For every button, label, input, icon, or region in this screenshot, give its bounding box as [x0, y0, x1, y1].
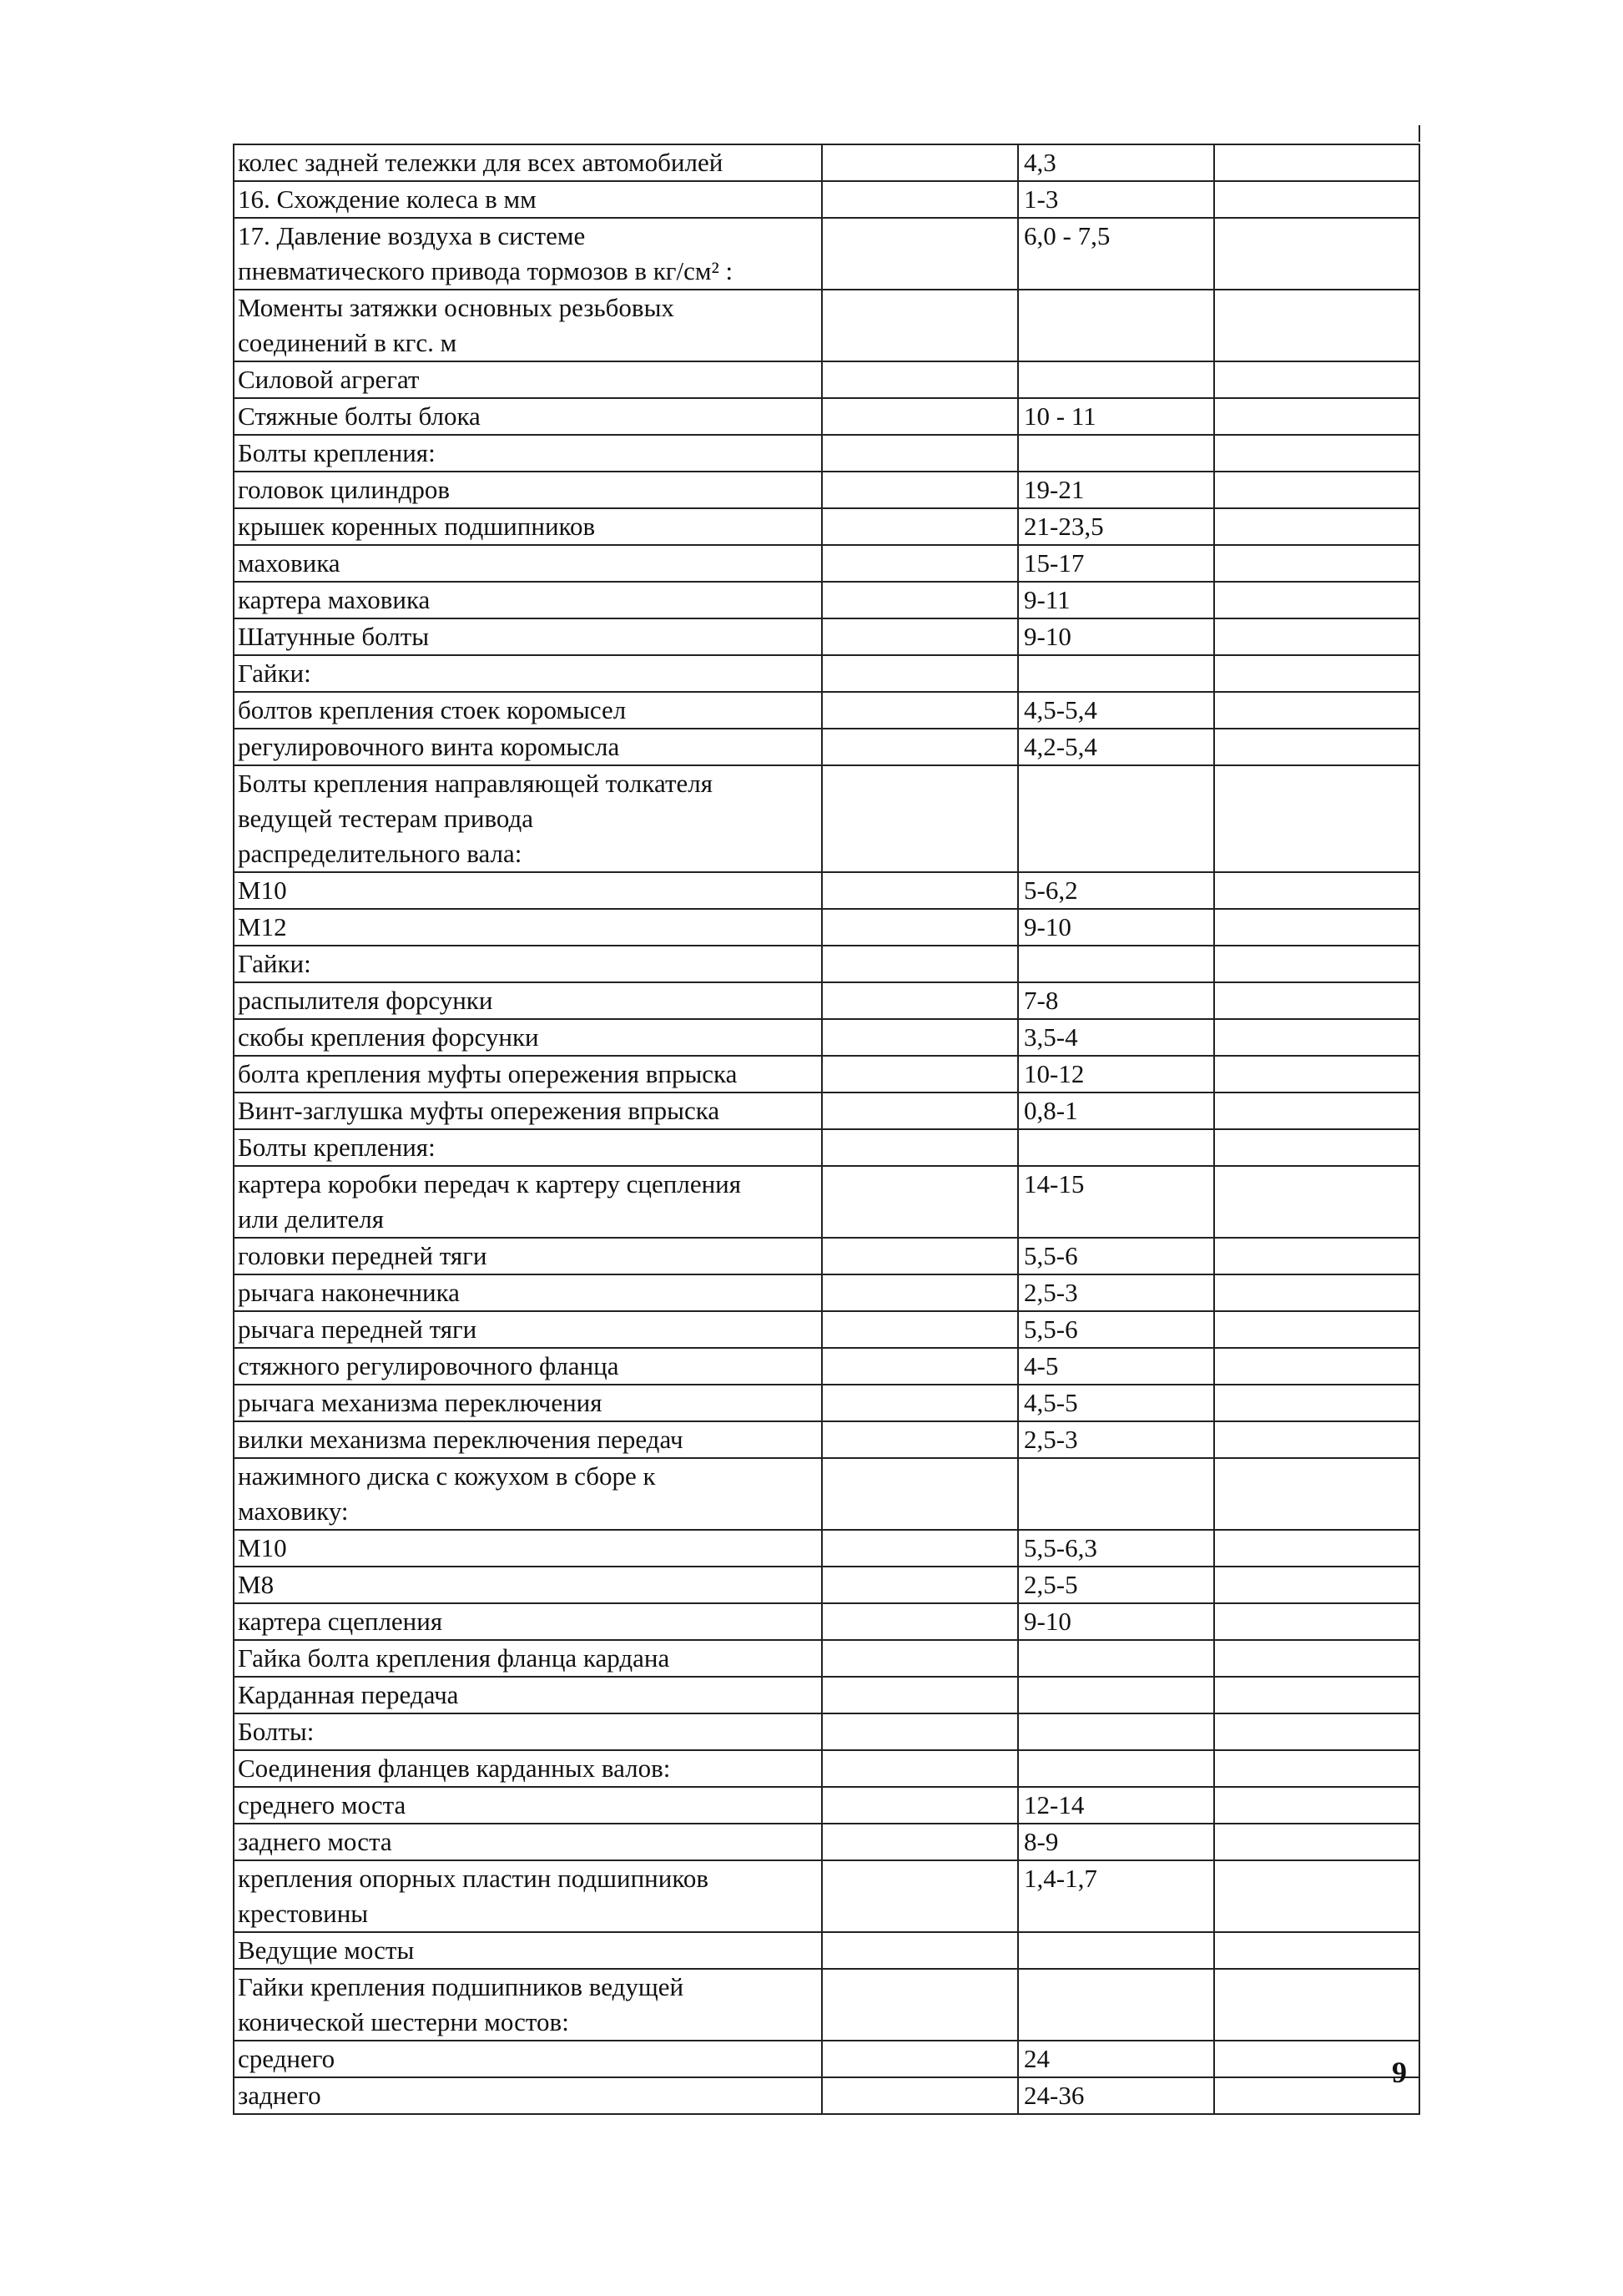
row-note-cell	[1214, 655, 1419, 692]
row-value-cell	[1018, 1750, 1214, 1787]
row-parameter-cell: Болты:	[234, 1713, 822, 1750]
row-parameter-cell: регулировочного винта коромысла	[234, 729, 822, 765]
row-value-cell	[1018, 1932, 1214, 1969]
row-parameter-cell: Шатунные болты	[234, 618, 822, 655]
row-note-cell	[1214, 545, 1419, 582]
row-value-cell: 7-8	[1018, 982, 1214, 1019]
table-row	[234, 1932, 1419, 1969]
row-parameter-cell: 17. Давление воздуха в системе пневматического привода тормозов в кг/см² :	[234, 218, 822, 290]
row-value-cell: 19-21	[1018, 472, 1214, 508]
table-row	[234, 1166, 1419, 1238]
row-value-cell	[1018, 1969, 1214, 2041]
row-empty-cell	[822, 2041, 1018, 2077]
row-note-cell	[1214, 692, 1419, 729]
row-empty-cell	[822, 2077, 1018, 2114]
row-value-cell: 2,5-3	[1018, 1274, 1214, 1311]
row-parameter-cell: заднего	[234, 2077, 822, 2114]
row-empty-cell	[822, 1640, 1018, 1677]
row-empty-cell	[822, 144, 1018, 181]
row-empty-cell	[822, 1311, 1018, 1348]
row-value-cell	[1018, 655, 1214, 692]
row-value-cell	[1018, 1640, 1214, 1677]
table-row	[234, 2041, 1419, 2077]
row-empty-cell	[822, 218, 1018, 290]
row-empty-cell	[822, 1530, 1018, 1567]
row-parameter-cell: Соединения фланцев карданных валов:	[234, 1750, 822, 1787]
row-note-cell	[1214, 1092, 1419, 1129]
row-parameter-cell: вилки механизма переключения передач	[234, 1421, 822, 1458]
row-parameter-cell: картера маховика	[234, 582, 822, 618]
row-note-cell	[1214, 508, 1419, 545]
row-parameter-cell: скобы крепления форсунки	[234, 1019, 822, 1056]
table-row	[234, 1129, 1419, 1166]
row-parameter-cell: Моменты затяжки основных резьбовых соединений в кгс. м	[234, 290, 822, 361]
table-row	[234, 1640, 1419, 1677]
row-empty-cell	[822, 1677, 1018, 1713]
row-parameter-cell: М10	[234, 872, 822, 909]
row-note-cell	[1214, 729, 1419, 765]
row-empty-cell	[822, 181, 1018, 218]
row-parameter-cell: Гайки:	[234, 946, 822, 982]
row-value-cell: 1-3	[1018, 181, 1214, 218]
row-empty-cell	[822, 1166, 1018, 1238]
row-parameter-cell: Винт-заглушка муфты опережения впрыска	[234, 1092, 822, 1129]
row-value-cell	[1018, 1458, 1214, 1530]
table-row	[234, 1348, 1419, 1385]
row-empty-cell	[822, 361, 1018, 398]
table-row	[234, 1458, 1419, 1530]
row-note-cell	[1214, 435, 1419, 472]
row-note-cell	[1214, 1385, 1419, 1421]
row-note-cell	[1214, 1311, 1419, 1348]
row-value-cell: 2,5-5	[1018, 1567, 1214, 1603]
row-parameter-cell: Болты крепления направляющей толкателя ведущей тестерам привода распределительного вала:	[234, 765, 822, 872]
row-empty-cell	[822, 1238, 1018, 1274]
row-empty-cell	[822, 946, 1018, 982]
table-row	[234, 1713, 1419, 1750]
row-empty-cell	[822, 765, 1018, 872]
row-note-cell	[1214, 1056, 1419, 1092]
row-note-cell	[1214, 1019, 1419, 1056]
row-parameter-cell: Болты крепления:	[234, 1129, 822, 1166]
row-parameter-cell: среднего моста	[234, 1787, 822, 1824]
row-note-cell	[1214, 361, 1419, 398]
row-value-cell: 15-17	[1018, 545, 1214, 582]
row-parameter-cell: М8	[234, 1567, 822, 1603]
row-note-cell	[1214, 1640, 1419, 1677]
row-empty-cell	[822, 1056, 1018, 1092]
row-parameter-cell: Гайка болта крепления фланца кардана	[234, 1640, 822, 1677]
row-note-cell	[1214, 1530, 1419, 1567]
row-parameter-cell: нажимного диска с кожухом в сборе к маховику:	[234, 1458, 822, 1530]
row-parameter-cell: крепления опорных пластин подшипников крестовины	[234, 1860, 822, 1932]
row-empty-cell	[822, 1860, 1018, 1932]
row-value-cell	[1018, 361, 1214, 398]
table-row	[234, 1530, 1419, 1567]
row-empty-cell	[822, 655, 1018, 692]
table-row	[234, 1969, 1419, 2041]
row-value-cell: 5,5-6	[1018, 1238, 1214, 1274]
row-empty-cell	[822, 1603, 1018, 1640]
row-note-cell	[1214, 144, 1419, 181]
row-empty-cell	[822, 508, 1018, 545]
row-note-cell	[1214, 1348, 1419, 1385]
row-parameter-cell: картера коробки передач к картеру сцепления или делителя	[234, 1166, 822, 1238]
row-empty-cell	[822, 1824, 1018, 1860]
table-row	[234, 290, 1419, 361]
table-row	[234, 872, 1419, 909]
table-row	[234, 982, 1419, 1019]
row-parameter-cell: рычага наконечника	[234, 1274, 822, 1311]
row-note-cell	[1214, 618, 1419, 655]
table-row	[234, 1824, 1419, 1860]
row-parameter-cell: Гайки крепления подшипников ведущей конической шестерни мостов:	[234, 1969, 822, 2041]
row-empty-cell	[822, 872, 1018, 909]
row-empty-cell	[822, 692, 1018, 729]
table-row	[234, 1274, 1419, 1311]
row-note-cell	[1214, 1750, 1419, 1787]
row-note-cell	[1214, 1932, 1419, 1969]
row-value-cell: 24	[1018, 2041, 1214, 2077]
table-row	[234, 1311, 1419, 1348]
table-row	[234, 765, 1419, 872]
row-parameter-cell: М10	[234, 1530, 822, 1567]
row-note-cell	[1214, 2077, 1419, 2114]
torque-spec-table	[233, 144, 1420, 2115]
row-value-cell: 9-11	[1018, 582, 1214, 618]
row-note-cell	[1214, 872, 1419, 909]
row-empty-cell	[822, 545, 1018, 582]
row-value-cell	[1018, 435, 1214, 472]
table-row	[234, 1092, 1419, 1129]
row-value-cell: 5,5-6,3	[1018, 1530, 1214, 1567]
table-row	[234, 946, 1419, 982]
table-row	[234, 1750, 1419, 1787]
row-parameter-cell: Стяжные болты блока	[234, 398, 822, 435]
row-note-cell	[1214, 290, 1419, 361]
row-parameter-cell: распылителя форсунки	[234, 982, 822, 1019]
row-parameter-cell: головки передней тяги	[234, 1238, 822, 1274]
row-value-cell	[1018, 765, 1214, 872]
row-empty-cell	[822, 1385, 1018, 1421]
table-row	[234, 144, 1419, 181]
row-note-cell	[1214, 1129, 1419, 1166]
row-parameter-cell: стяжного регулировочного фланца	[234, 1348, 822, 1385]
row-value-cell: 4,5-5	[1018, 1385, 1214, 1421]
row-note-cell	[1214, 909, 1419, 946]
table-row	[234, 1019, 1419, 1056]
row-empty-cell	[822, 1787, 1018, 1824]
row-empty-cell	[822, 1092, 1018, 1129]
table-row	[234, 909, 1419, 946]
row-note-cell	[1214, 1458, 1419, 1530]
row-empty-cell	[822, 1274, 1018, 1311]
table-row	[234, 398, 1419, 435]
row-note-cell	[1214, 1677, 1419, 1713]
row-note-cell	[1214, 765, 1419, 872]
row-value-cell: 3,5-4	[1018, 1019, 1214, 1056]
row-value-cell	[1018, 1677, 1214, 1713]
row-parameter-cell: М12	[234, 909, 822, 946]
row-empty-cell	[822, 398, 1018, 435]
table-row	[234, 545, 1419, 582]
row-empty-cell	[822, 290, 1018, 361]
row-empty-cell	[822, 1348, 1018, 1385]
table-row	[234, 618, 1419, 655]
row-note-cell	[1214, 582, 1419, 618]
table-row	[234, 1421, 1419, 1458]
row-empty-cell	[822, 1019, 1018, 1056]
row-value-cell: 21-23,5	[1018, 508, 1214, 545]
table-row	[234, 1238, 1419, 1274]
row-value-cell	[1018, 1713, 1214, 1750]
row-empty-cell	[822, 618, 1018, 655]
row-value-cell: 10 - 11	[1018, 398, 1214, 435]
row-empty-cell	[822, 472, 1018, 508]
row-note-cell	[1214, 982, 1419, 1019]
table-row	[234, 1056, 1419, 1092]
row-note-cell	[1214, 1274, 1419, 1311]
row-value-cell: 2,5-3	[1018, 1421, 1214, 1458]
row-note-cell	[1214, 1824, 1419, 1860]
spec-table-body	[234, 144, 1419, 2114]
row-empty-cell	[822, 435, 1018, 472]
row-value-cell: 4,2-5,4	[1018, 729, 1214, 765]
row-note-cell	[1214, 181, 1419, 218]
table-row	[234, 435, 1419, 472]
row-empty-cell	[822, 909, 1018, 946]
row-value-cell: 4,5-5,4	[1018, 692, 1214, 729]
row-parameter-cell: картера сцепления	[234, 1603, 822, 1640]
table-row	[234, 1860, 1419, 1932]
row-parameter-cell: болта крепления муфты опережения впрыска	[234, 1056, 822, 1092]
row-value-cell: 1,4-1,7	[1018, 1860, 1214, 1932]
row-parameter-cell: головок цилиндров	[234, 472, 822, 508]
row-empty-cell	[822, 1713, 1018, 1750]
table-row	[234, 218, 1419, 290]
row-note-cell	[1214, 1713, 1419, 1750]
row-value-cell: 9-10	[1018, 1603, 1214, 1640]
row-note-cell	[1214, 1421, 1419, 1458]
row-note-cell	[1214, 1166, 1419, 1238]
row-empty-cell	[822, 1421, 1018, 1458]
row-value-cell: 4-5	[1018, 1348, 1214, 1385]
table-row	[234, 181, 1419, 218]
row-note-cell	[1214, 1860, 1419, 1932]
row-note-cell	[1214, 1969, 1419, 2041]
row-empty-cell	[822, 982, 1018, 1019]
table-row	[234, 729, 1419, 765]
row-note-cell	[1214, 2041, 1419, 2077]
table-row	[234, 472, 1419, 508]
row-value-cell: 0,8-1	[1018, 1092, 1214, 1129]
row-value-cell: 9-10	[1018, 909, 1214, 946]
row-empty-cell	[822, 1969, 1018, 2041]
row-value-cell: 4,3	[1018, 144, 1214, 181]
row-value-cell	[1018, 1129, 1214, 1166]
row-parameter-cell: маховика	[234, 545, 822, 582]
table-row	[234, 692, 1419, 729]
row-empty-cell	[822, 1129, 1018, 1166]
row-note-cell	[1214, 1787, 1419, 1824]
row-value-cell: 8-9	[1018, 1824, 1214, 1860]
table-row	[234, 361, 1419, 398]
row-note-cell	[1214, 1238, 1419, 1274]
row-value-cell: 6,0 - 7,5	[1018, 218, 1214, 290]
table-row	[234, 508, 1419, 545]
row-value-cell: 10-12	[1018, 1056, 1214, 1092]
table-row	[234, 1385, 1419, 1421]
row-empty-cell	[822, 729, 1018, 765]
row-note-cell	[1214, 218, 1419, 290]
row-note-cell	[1214, 946, 1419, 982]
row-empty-cell	[822, 1932, 1018, 1969]
row-parameter-cell: Силовой агрегат	[234, 361, 822, 398]
table-row	[234, 2077, 1419, 2114]
row-value-cell: 5,5-6	[1018, 1311, 1214, 1348]
row-value-cell: 14-15	[1018, 1166, 1214, 1238]
row-value-cell: 5-6,2	[1018, 872, 1214, 909]
row-parameter-cell: колес задней тележки для всех автомобилей	[234, 144, 822, 181]
row-empty-cell	[822, 1458, 1018, 1530]
page-number: 9	[1392, 2056, 1407, 2089]
row-parameter-cell: рычага механизма переключения	[234, 1385, 822, 1421]
row-value-cell: 24-36	[1018, 2077, 1214, 2114]
row-parameter-cell: Гайки:	[234, 655, 822, 692]
row-parameter-cell: болтов крепления стоек коромысел	[234, 692, 822, 729]
row-parameter-cell: 16. Схождение колеса в мм	[234, 181, 822, 218]
row-note-cell	[1214, 398, 1419, 435]
row-note-cell	[1214, 1603, 1419, 1640]
row-note-cell	[1214, 472, 1419, 508]
row-parameter-cell: рычага передней тяги	[234, 1311, 822, 1348]
row-value-cell: 12-14	[1018, 1787, 1214, 1824]
row-empty-cell	[822, 582, 1018, 618]
row-parameter-cell: крышек коренных подшипников	[234, 508, 822, 545]
row-value-cell	[1018, 290, 1214, 361]
table-row	[234, 582, 1419, 618]
row-parameter-cell: Болты крепления:	[234, 435, 822, 472]
row-note-cell	[1214, 1567, 1419, 1603]
row-empty-cell	[822, 1750, 1018, 1787]
table-row	[234, 1677, 1419, 1713]
page-edge-mark	[1419, 125, 1420, 142]
row-parameter-cell: среднего	[234, 2041, 822, 2077]
row-parameter-cell: Карданная передача	[234, 1677, 822, 1713]
row-empty-cell	[822, 1567, 1018, 1603]
row-parameter-cell: заднего моста	[234, 1824, 822, 1860]
row-value-cell: 9-10	[1018, 618, 1214, 655]
row-parameter-cell: Ведущие мосты	[234, 1932, 822, 1969]
table-row	[234, 1787, 1419, 1824]
table-row	[234, 1603, 1419, 1640]
row-value-cell	[1018, 946, 1214, 982]
table-row	[234, 1567, 1419, 1603]
table-row	[234, 655, 1419, 692]
